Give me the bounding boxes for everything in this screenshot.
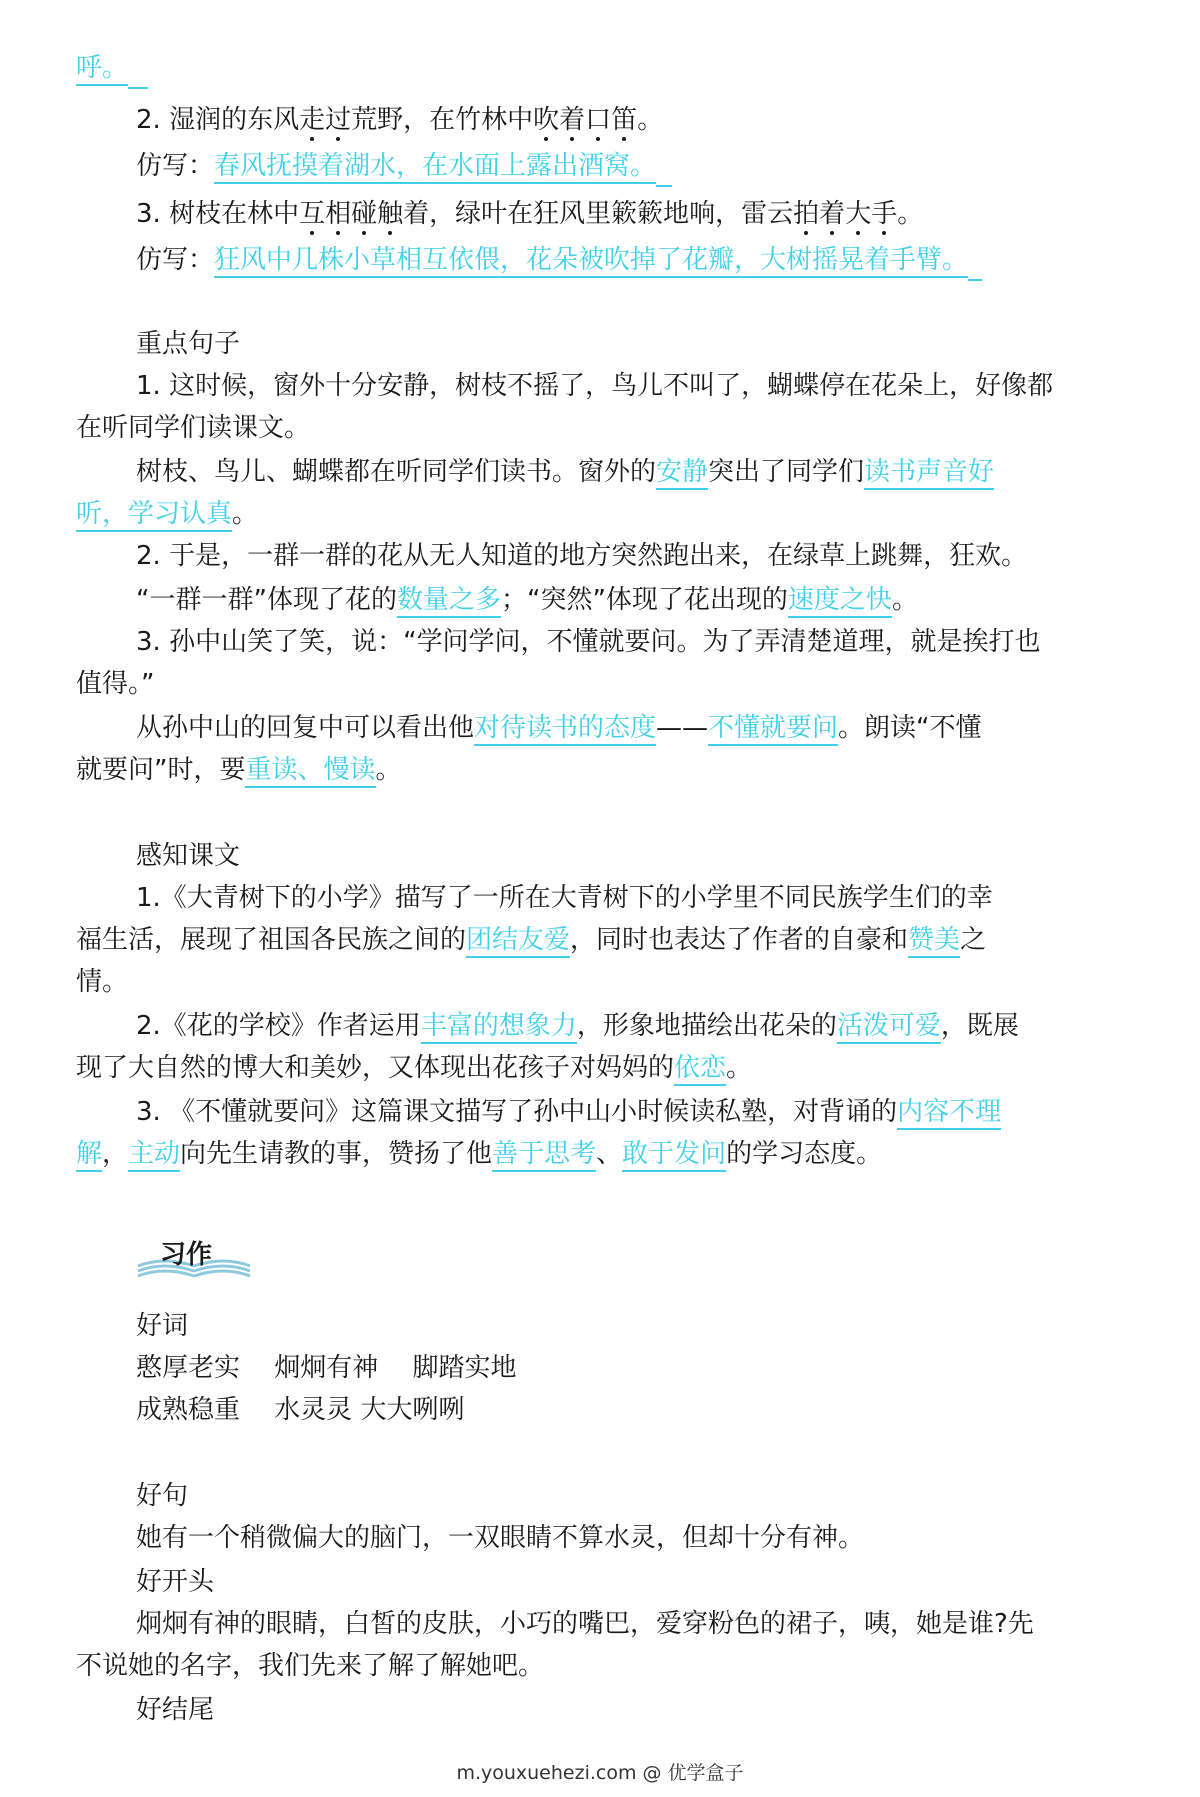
continuation-line: [76, 48, 148, 89]
key-analysis-3-line-2: 就要问”时，要重读、慢读。: [76, 750, 402, 790]
good-opening-heading: 好开头: [136, 1567, 215, 1597]
badge-label: 习作: [160, 1240, 213, 1270]
good-words-row-2: 成熟稳重 水灵灵 大大咧咧: [136, 1395, 465, 1425]
key-analysis-3-line-1: 从孙中山的回复中可以看出他对待读书的态度——不懂就要问。朗读“不懂: [136, 708, 982, 748]
answer-text: 主动: [128, 1139, 180, 1172]
answer-text: 丰富的想象力: [421, 1011, 577, 1044]
good-sentence: 她有一个稍微偏大的脑门，一双眼睛不算水灵，但却十分有神。: [136, 1523, 865, 1553]
perceive-3-line-1: 3. 《不懂就要问》这篇课文描写了孙中山小时候读私塾，对背诵的内容不理: [136, 1092, 1001, 1132]
section-heading-key-sentences: 重点句子: [136, 329, 241, 359]
good-opening-line-2: 不说她的名字，我们先来了解了解她吧。: [76, 1651, 545, 1681]
section-heading-perceive: 感知课文: [136, 841, 241, 871]
good-words-heading: 好词: [136, 1311, 189, 1341]
answer-text: 速度之快: [788, 585, 892, 618]
footer-watermark: m.youxuehezi.com @ 优学盒子: [456, 1762, 744, 1784]
key-analysis-1-line-2: 听，学习认真。: [76, 494, 258, 534]
perceive-3-line-2: 解，主动向先生请教的事，赞扬了他善于思考、敢于发问的学习态度。: [76, 1134, 882, 1174]
perceive-2-line-2: 现了大自然的博大和美妙，又体现出花孩子对妈妈的依恋。: [76, 1048, 752, 1088]
answer-text: 数量之多: [397, 585, 501, 618]
answer-text: 读书声音好: [864, 457, 994, 490]
good-opening-line-1: 炯炯有神的眼睛，白皙的皮肤，小巧的嘴巴，爱穿粉色的裙子，咦，她是谁?先: [136, 1609, 1034, 1639]
answer-text: 内容不理: [897, 1097, 1001, 1130]
perceive-1-line-1: 1.《大青树下的小学》描写了一所在大青树下的小学里不同民族学生们的幸: [136, 883, 993, 913]
imitation-line-3: [136, 240, 982, 281]
key-sentence-2: 2. 于是，一群一群的花从无人知道的地方突然跑出来，在绿草上跳舞，狂欢。: [136, 541, 1028, 571]
answer-text: 对待读书的态度: [474, 713, 656, 746]
answer-text: 赞美: [908, 925, 960, 958]
answer-text: 团结友爱: [466, 925, 570, 958]
rhetoric-sentence-3: 3. 树枝在林中互相碰触着，绿叶在狂风里簌簌地响，雷云拍着大手。: [136, 199, 924, 229]
imitation-line-2: [136, 146, 672, 187]
answer-text: 活泼可爱: [837, 1011, 941, 1044]
perceive-1-line-3: 情。: [76, 967, 129, 997]
answer-text: 解: [76, 1139, 102, 1172]
answer-text: 狂风中几株小草相互依偎，花朵被吹掉了花瓣，大树摇晃着手臂。: [214, 245, 968, 278]
key-sentence-3-line-2: 值得。”: [76, 669, 155, 699]
key-sentence-3-line-1: 3. 孙中山笑了笑，说：“学问学问，不懂就要问。为了弄清楚道理，就是挨打也: [136, 627, 1041, 657]
answer-text: 重读、慢读: [245, 755, 375, 788]
key-analysis-1-line-1: 树枝、鸟儿、蝴蝶都在听同学们读书。窗外的安静突出了同学们读书声音好: [136, 452, 994, 492]
key-sentence-1-line-1: 1. 这时候，窗外十分安静，树枝不摇了，鸟儿不叫了，蝴蝶停在花朵上，好像都: [136, 371, 1054, 401]
answer-text: 不懂就要问: [708, 713, 838, 746]
good-sentence-heading: 好句: [136, 1481, 189, 1511]
perceive-1-line-2: 福生活，展现了祖国各民族之间的团结友爱，同时也表达了作者的自豪和赞美之: [76, 920, 986, 960]
answer-text: 听，学习认真: [76, 499, 232, 532]
perceive-2-line-1: 2.《花的学校》作者运用丰富的想象力，形象地描绘出花朵的活泼可爱，既展: [136, 1006, 1019, 1046]
imitation-label: 仿写：: [136, 151, 215, 181]
rhetoric-sentence-2: 2. 湿润的东风走过荒野，在竹林中吹着口笛。: [136, 105, 664, 135]
good-words-row-1: 憨厚老实 炯炯有神 脚踏实地: [136, 1353, 517, 1383]
answer-text: 呼。: [76, 53, 128, 86]
key-analysis-2: “一群一群”体现了花的数量之多；“突然”体现了花出现的速度之快。: [136, 580, 918, 620]
answer-text: 安静: [656, 457, 708, 490]
good-ending-heading: 好结尾: [136, 1695, 215, 1725]
answer-text: 善于思考: [492, 1139, 596, 1172]
imitation-label: 仿写：: [136, 245, 215, 275]
answer-text: 春风抚摸着湖水，在水面上露出酒窝。: [214, 151, 656, 184]
writing-section-badge: [134, 1232, 254, 1280]
answer-text: 依恋: [674, 1053, 726, 1086]
answer-text: 敢于发问: [622, 1139, 726, 1172]
key-sentence-1-line-2: 在听同学们读课文。: [76, 413, 311, 443]
